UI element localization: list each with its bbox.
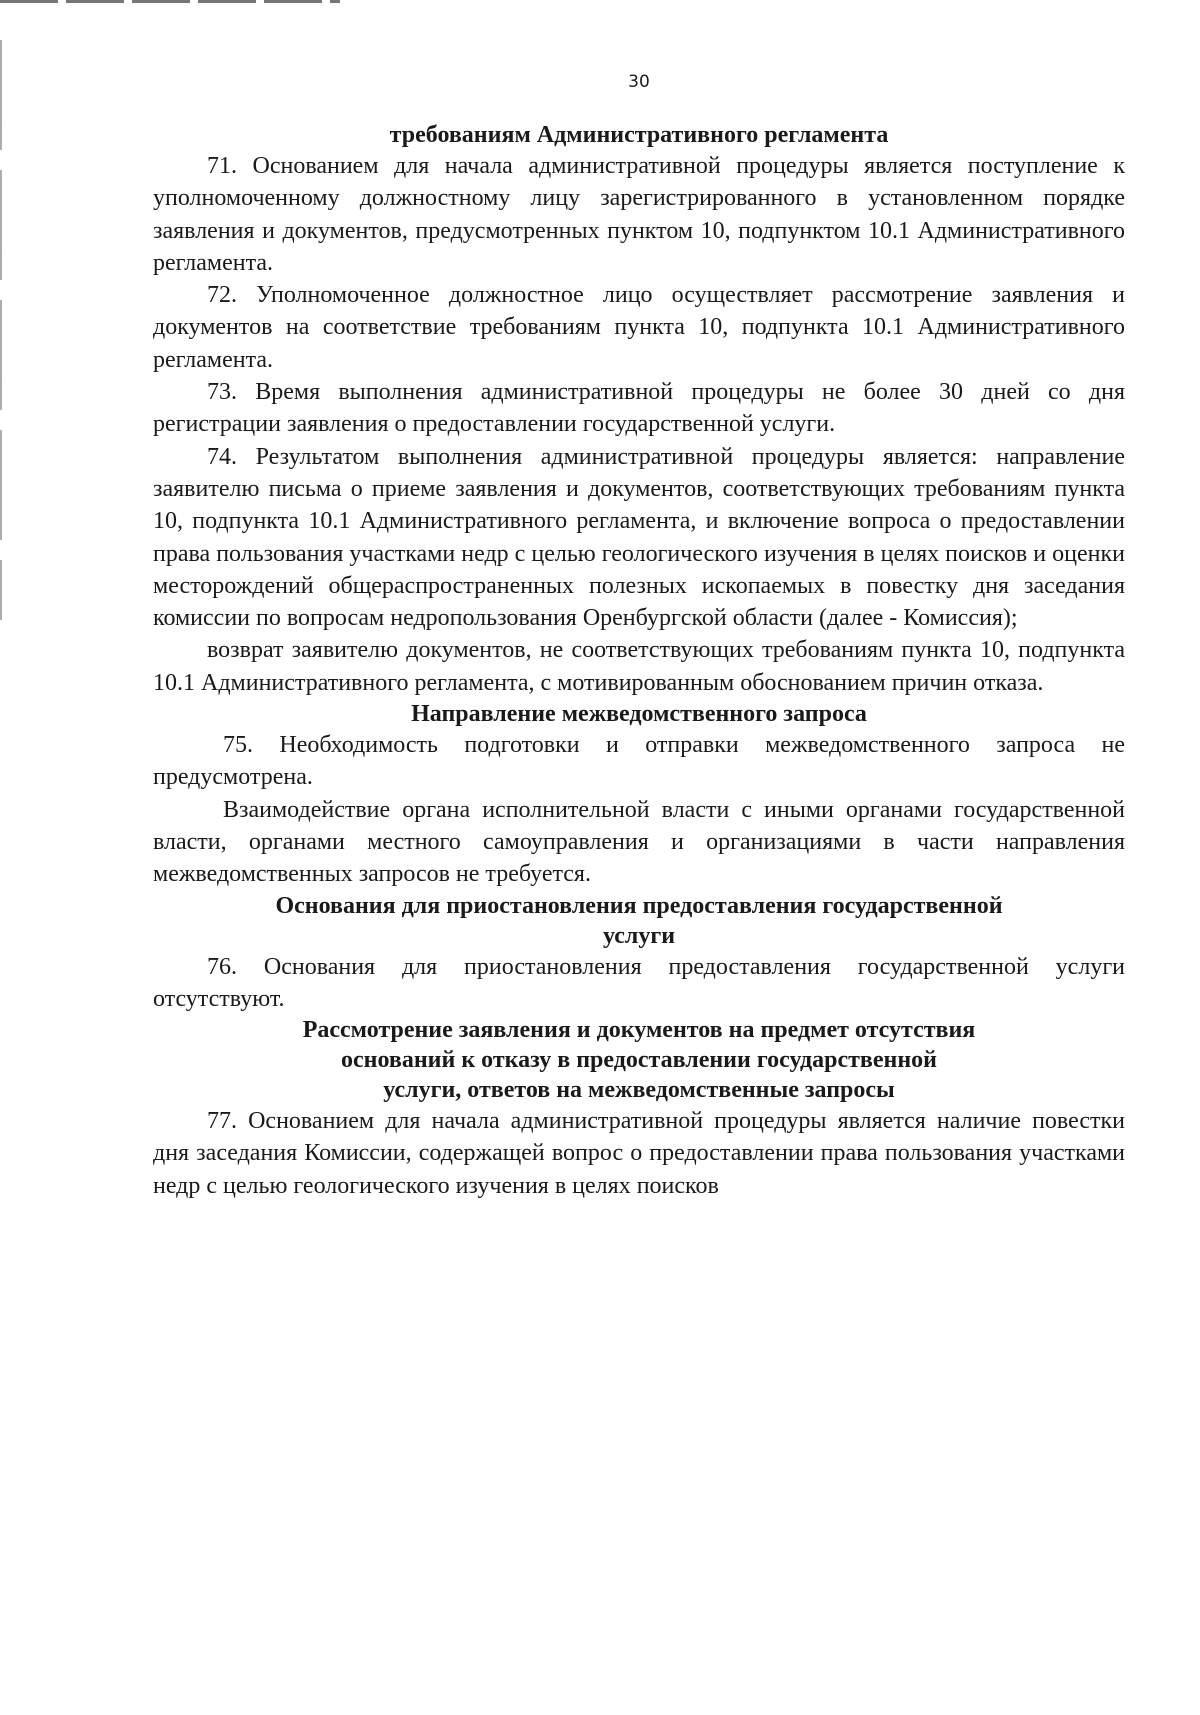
scan-edge-top — [0, 0, 340, 3]
scan-edge-left — [0, 40, 2, 620]
section-heading-review — [153, 1015, 1125, 1105]
paragraph-75-interaction: Взаимодействие органа исполнительной власти с иными органами государственной власти, органами местного самоуправления и организациями в части направления межведомственных запросов не требуется. — [153, 796, 1125, 888]
heading-line: Основания для приостановления предоставления государственной — [275, 892, 1003, 919]
document-page — [153, 70, 1125, 1202]
heading-line: Рассмотрение заявления и документов на предмет отсутствия — [302, 1017, 976, 1044]
paragraph-71: 71. Основанием для начала административной процедуры является поступление к уполномоченному должностному лицу зарегистрированного в установленном порядке заявления и документов, предусмотренных пунктом 10, подпунктом 10.1 Административного регламента. — [153, 153, 1125, 276]
section-heading-requirements: требованиям Административного регламента — [389, 122, 889, 148]
heading-line: услуги, ответов на межведомственные запросы — [383, 1077, 895, 1104]
paragraph-75: 75. Необходимость подготовки и отправки межведомственного запроса не предусмотрена. — [153, 732, 1125, 791]
paragraph-74: 74. Результатом выполнения административной процедуры является: направление заявителю письма о приеме заявления и документов, соответствующих требованиям пункта 10, подпункта 10.1 Административного регламента, и включение вопроса о предоставлении права пользования участками недр с целью геологического изучения в целях поисков и оценки месторождений общераспространенных полезных ископаемых в повестку дня заседания комиссии по вопросам недропользования Оренбургской области (далее - Комиссия); — [153, 443, 1125, 632]
paragraph-74-return: возврат заявителю документов, не соответствующих требованиям пункта 10, подпункта 10.1 Административного регламента, с мотивированным обоснованием причин отказа. — [153, 637, 1125, 696]
heading-line: оснований к отказу в предоставлении государственной — [341, 1047, 937, 1074]
page-number: 30 — [628, 72, 650, 92]
paragraph-77: 77. Основанием для начала административной процедуры является наличие повестки дня заседания Комиссии, содержащей вопрос о предоставлении права пользования участками недр с целью геологического изучения в целях поисков — [153, 1108, 1125, 1199]
paragraph-72: 72. Уполномоченное должностное лицо осуществляет рассмотрение заявления и документов на соответствие требованиям пункта 10, подпункта 10.1 Административного регламента. — [153, 282, 1125, 373]
section-heading-suspension — [153, 891, 1125, 951]
heading-line: услуги — [602, 922, 676, 949]
paragraph-76: 76. Основания для приостановления предоставления государственной услуги отсутствуют. — [153, 953, 1125, 1012]
section-heading-interagency-request: Направление межведомственного запроса — [411, 701, 867, 728]
paragraph-73: 73. Время выполнения административной процедуры не более 30 дней со дня регистрации заявления о предоставлении государственной услуги. — [153, 379, 1125, 438]
